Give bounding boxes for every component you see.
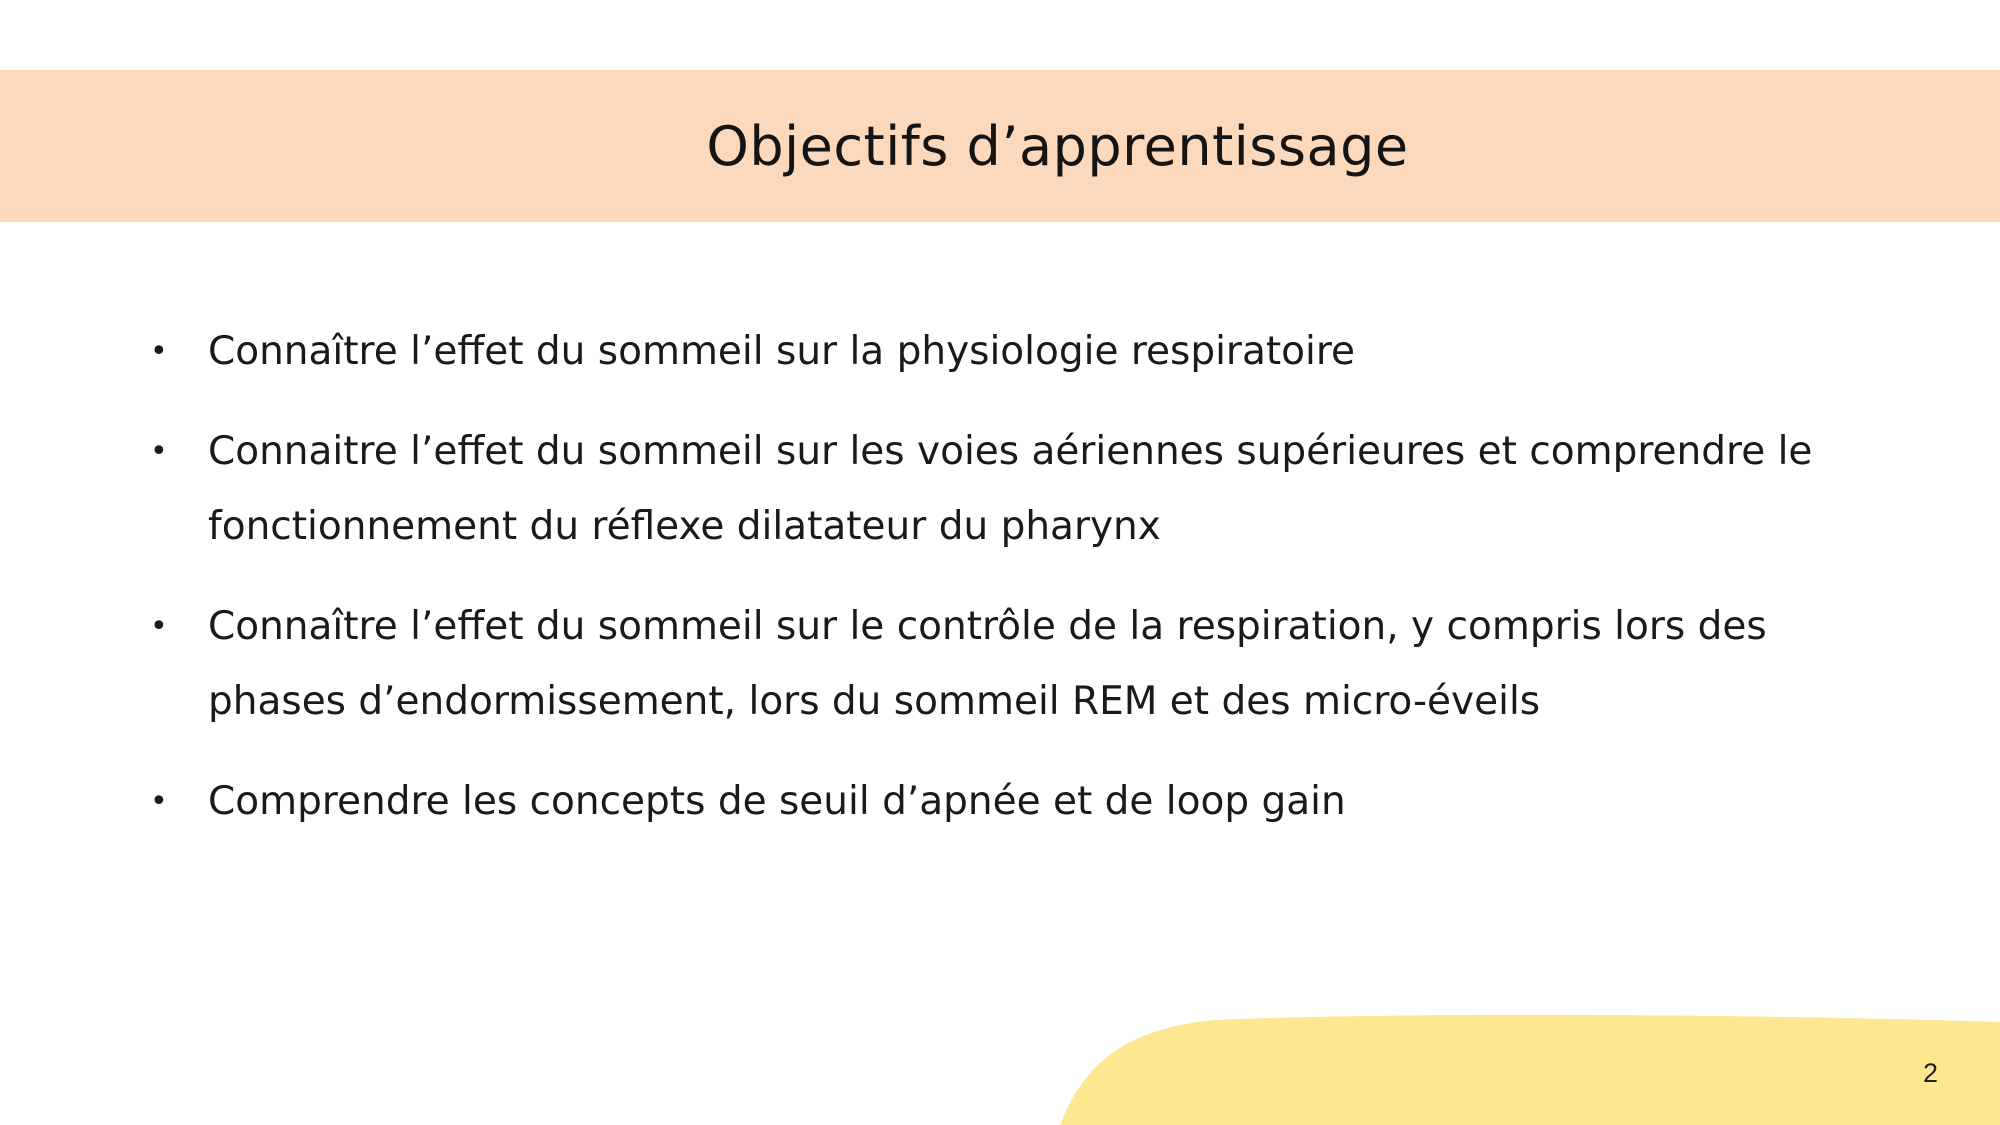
list-item bbox=[143, 764, 1863, 839]
list-item-text: Connaitre l’effet du sommeil sur les voies aériennes supérieures et comprendre le fonctionnement du réflexe dilatateur du pharynx bbox=[208, 429, 1813, 549]
bullet-icon: • bbox=[150, 609, 168, 644]
slide-title: Objectifs d’apprentissage bbox=[706, 114, 1409, 178]
bullet-icon: • bbox=[150, 334, 168, 369]
list-item-text: Connaître l’effet du sommeil sur le contrôle de la respiration, y compris lors des phases d’endormissement, lors du sommeil REM et des micro-éveils bbox=[208, 604, 1767, 724]
list-item bbox=[143, 314, 1863, 389]
bullet-icon: • bbox=[150, 434, 168, 469]
title-band bbox=[0, 70, 2000, 222]
list-item bbox=[143, 589, 1863, 739]
bullet-icon: • bbox=[150, 784, 168, 819]
page-number: 2 bbox=[1922, 1058, 1938, 1088]
objectives-list bbox=[143, 314, 1863, 864]
list-item bbox=[143, 414, 1863, 564]
list-item-text: Comprendre les concepts de seuil d’apnée et de loop gain bbox=[208, 779, 1346, 824]
list-item-text: Connaître l’effet du sommeil sur la physiologie respiratoire bbox=[208, 329, 1356, 374]
